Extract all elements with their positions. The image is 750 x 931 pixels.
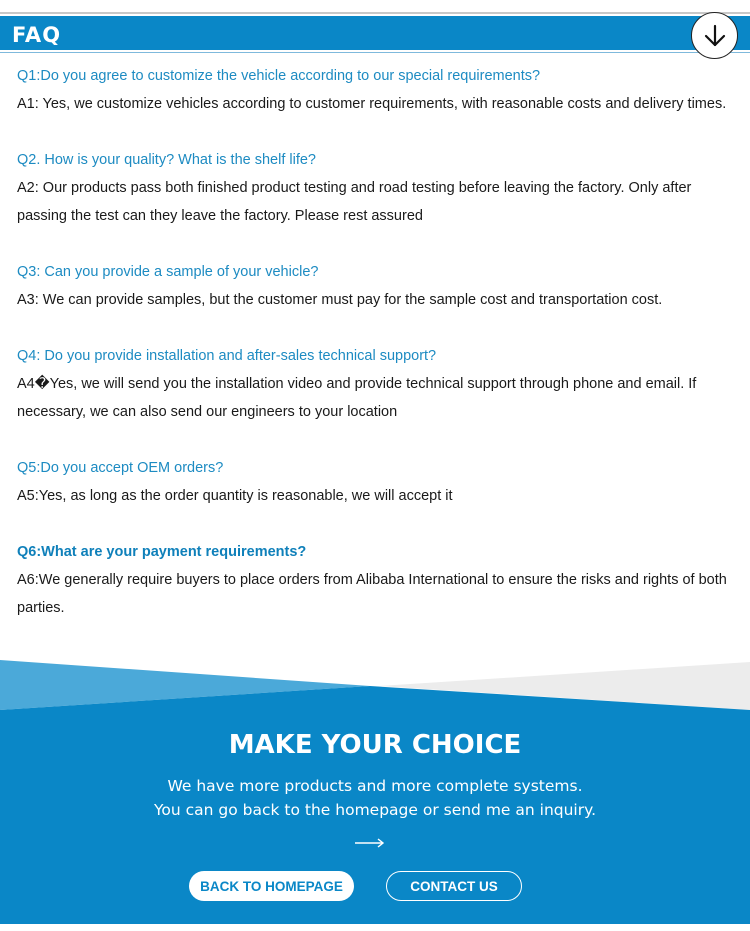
faq-question: Q4: Do you provide installation and after-sales technical support?: [17, 348, 437, 364]
choice-description: [0, 774, 750, 822]
faq-answer: A2: Our products pass both finished product testing and road testing before leaving the factory. Only after passing the test can they leave the factory. Please rest assured: [17, 180, 692, 224]
faq-answer: A4�Yes, we will send you the installation video and provide technical support through phone and email. If necessary, we can also send our engineers to your location: [17, 376, 697, 420]
arrow-right-icon: [354, 836, 386, 850]
top-divider: [0, 12, 750, 14]
faq-title: FAQ: [12, 23, 62, 47]
faq-item-1: [17, 62, 733, 118]
faq-answer: A1: Yes, we customize vehicles according to customer requirements, with reasonable costs and delivery times.: [17, 96, 727, 112]
faq-question: Q1:Do you agree to customize the vehicle according to our special requirements?: [17, 68, 541, 84]
faq-question: Q3: Can you provide a sample of your vehicle?: [17, 264, 319, 280]
faq-header-underline: [0, 52, 750, 53]
faq-question: Q5:Do you accept OEM orders?: [17, 460, 224, 476]
choice-desc-line-2: You can go back to the homepage or send me an inquiry.: [153, 801, 596, 819]
faq-answer: A6:We generally require buyers to place orders from Alibaba International to ensure the risks and rights of both parties.: [17, 572, 727, 616]
faq-item-6: [17, 538, 733, 622]
choice-title: MAKE YOUR CHOICE: [228, 730, 522, 760]
faq-list: [17, 62, 733, 650]
back-to-homepage-button[interactable]: BACK TO HOMEPAGE: [189, 871, 354, 901]
faq-question: Q2. How is your quality? What is the shelf life?: [17, 152, 316, 168]
faq-header-bar: [0, 16, 750, 50]
bottom-strip: [0, 924, 750, 931]
arrow-down-icon: [702, 23, 728, 49]
choice-desc-line-1: We have more products and more complete systems.: [167, 777, 583, 795]
faq-answer: A3: We can provide samples, but the customer must pay for the sample cost and transportation cost.: [17, 292, 663, 308]
faq-item-5: [17, 454, 733, 510]
faq-item-3: [17, 258, 733, 314]
scroll-down-button[interactable]: [691, 12, 738, 59]
contact-us-button[interactable]: CONTACT US: [386, 871, 522, 901]
faq-item-4: [17, 342, 733, 426]
faq-item-2: [17, 146, 733, 230]
faq-question: Q6:What are your payment requirements?: [17, 544, 307, 560]
faq-answer: A5:Yes, as long as the order quantity is reasonable, we will accept it: [17, 488, 453, 504]
